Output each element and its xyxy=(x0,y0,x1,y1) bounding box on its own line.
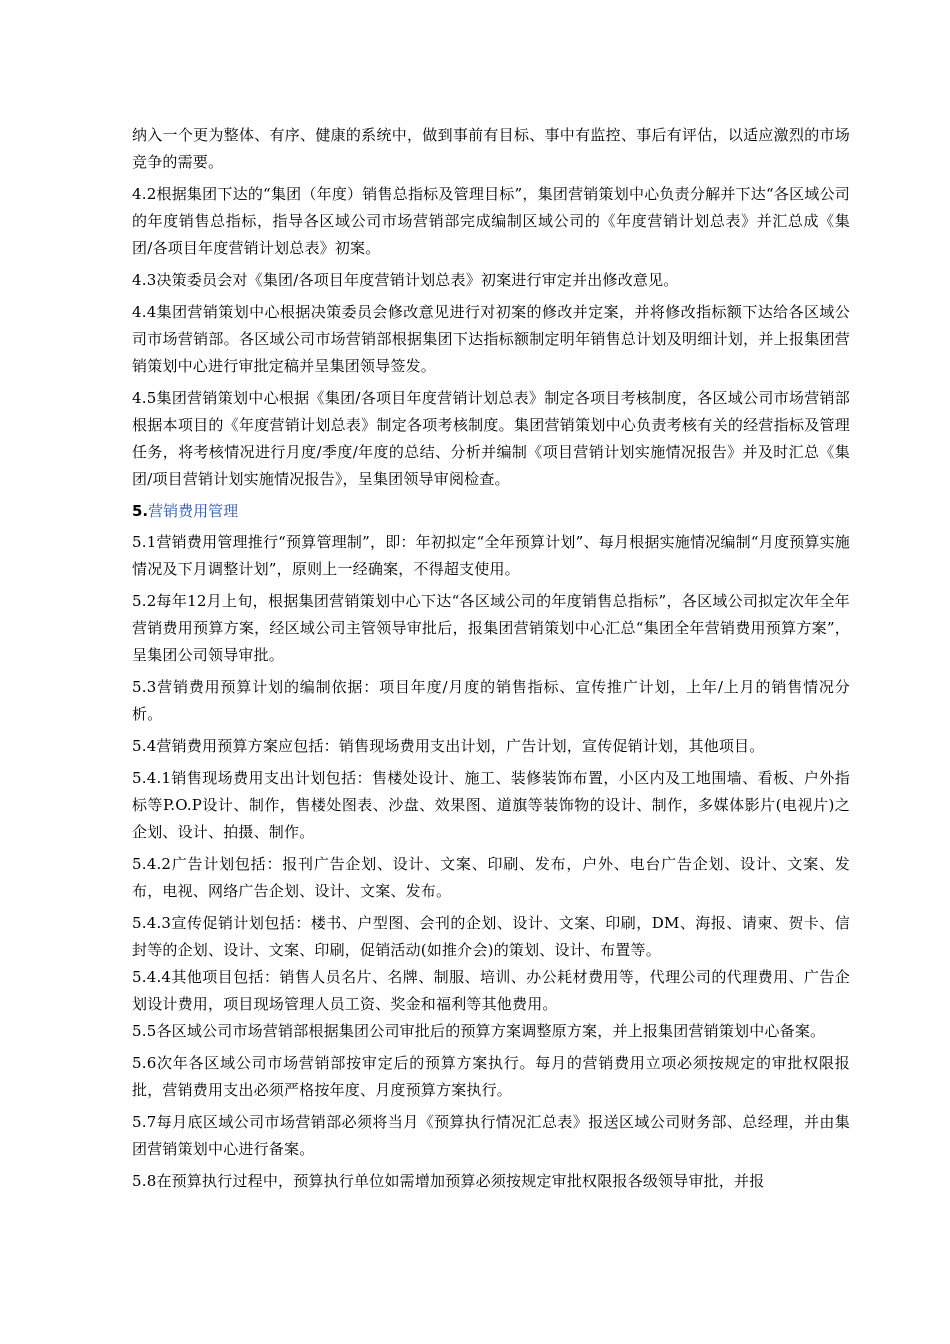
paragraph-4-2: 4.2根据集团下达的“集团（年度）销售总指标及管理目标”，集团营销策划中心负责分解并下达“各区域公司的年度销售总指标，指导各区域公司市场营销部完成编制区域公司的《年度营销计划总表》并汇总成《集团/各项目年度营销计划总表》初案。 xyxy=(132,185,850,257)
paragraph-5-8: 5.8在预算执行过程中，预算执行单位如需增加预算必须按规定审批权限报各级领导审批，并报 xyxy=(132,1172,765,1190)
section-title: 营销费用管理 xyxy=(148,502,239,520)
section-heading-5 xyxy=(132,498,850,524)
paragraph-5-2: 5.2每年12月上旬，根据集团营销策划中心下达“各区域公司的年度销售总指标”，各区域公司拟定次年全年营销费用预算方案，经区域公司主管领导审批后，报集团营销策划中心汇总“集团全年营销费用预算方案”，呈集团公司领导审批。 xyxy=(132,592,850,664)
document-page xyxy=(132,122,850,1200)
paragraph-5-4: 5.4营销费用预算方案应包括：销售现场费用支出计划，广告计划，宣传促销计划，其他项目。 xyxy=(132,737,765,755)
paragraph-5-1: 5.1营销费用管理推行“预算管理制”，即：年初拟定“全年预算计划”、每月根据实施情况编制“月度预算实施情况及下月调整计划”，原则上一经确案，不得超支使用。 xyxy=(132,533,850,578)
paragraph-5-4-4: 5.4.4其他项目包括：销售人员名片、名牌、制服、培训、办公耗材费用等，代理公司的代理费用、广告企划设计费用，项目现场管理人员工资、奖金和福利等其他费用。 xyxy=(132,968,850,1013)
paragraph-4-3: 4.3决策委员会对《集团/各项目年度营销计划总表》初案进行审定并出修改意见。 xyxy=(132,271,679,289)
paragraph-5-5: 5.5各区域公司市场营销部根据集团公司审批后的预算方案调整原方案，并上报集团营销策划中心备案。 xyxy=(132,1022,826,1040)
paragraph-5-4-1: 5.4.1销售现场费用支出计划包括：售楼处设计、施工、装修装饰布置，小区内及工地围墙、看板、户外指标等P.O.P设计、制作，售楼处图表、沙盘、效果图、道旗等装饰物的设计、制作，多媒体影片(电视片)之企划、设计、拍摄、制作。 xyxy=(132,769,850,841)
paragraph-5-4-2: 5.4.2广告计划包括：报刊广告企划、设计、文案、印刷、发布，户外、电台广告企划、设计、文案、发布，电视、网络广告企划、设计、文案、发布。 xyxy=(132,855,850,900)
paragraph-4-4: 4.4集团营销策划中心根据决策委员会修改意见进行对初案的修改并定案，并将修改指标额下达给各区域公司市场营销部。各区域公司市场营销部根据集团下达指标额制定明年销售总计划及明细计划，并上报集团营销策划中心进行审批定稿并呈集团领导签发。 xyxy=(132,303,850,375)
section-number: 5. xyxy=(132,502,149,520)
paragraph-4-5: 4.5集团营销策划中心根据《集团/各项目年度营销计划总表》制定各项目考核制度，各区域公司市场营销部根据本项目的《年度营销计划总表》制定各项考核制度。集团营销策划中心负责考核有关的经营指标及管理任务，将考核情况进行月度/季度/年度的总结、分析并编制《项目营销计划实施情况报告》并及时汇总《集团/项目营销计划实施情况报告》，呈集团领导审阅检查。 xyxy=(132,389,850,488)
paragraph-5-4-3: 5.4.3宣传促销计划包括：楼书、户型图、会刊的企划、设计、文案、印刷，DM、海报、请柬、贺卡、信封等的企划、设计、文案、印刷，促销活动(如推介会)的策划、设计、布置等。 xyxy=(132,914,850,959)
paragraph-5-6: 5.6次年各区域公司市场营销部按审定后的预算方案执行。每月的营销费用立项必须按规定的审批权限报批，营销费用支出必须严格按年度、月度预算方案执行。 xyxy=(132,1054,850,1099)
paragraph-4-1-continued: 纳入一个更为整体、有序、健康的系统中，做到事前有目标、事中有监控、事后有评估，以适应激烈的市场竞争的需要。 xyxy=(132,126,850,171)
paragraph-5-3: 5.3营销费用预算计划的编制依据：项目年度/月度的销售指标、宣传推广计划，上年/上月的销售情况分析。 xyxy=(132,678,850,723)
paragraph-5-7: 5.7每月底区域公司市场营销部必须将当月《预算执行情况汇总表》报送区域公司财务部、总经理，并由集团营销策划中心进行备案。 xyxy=(132,1113,850,1158)
